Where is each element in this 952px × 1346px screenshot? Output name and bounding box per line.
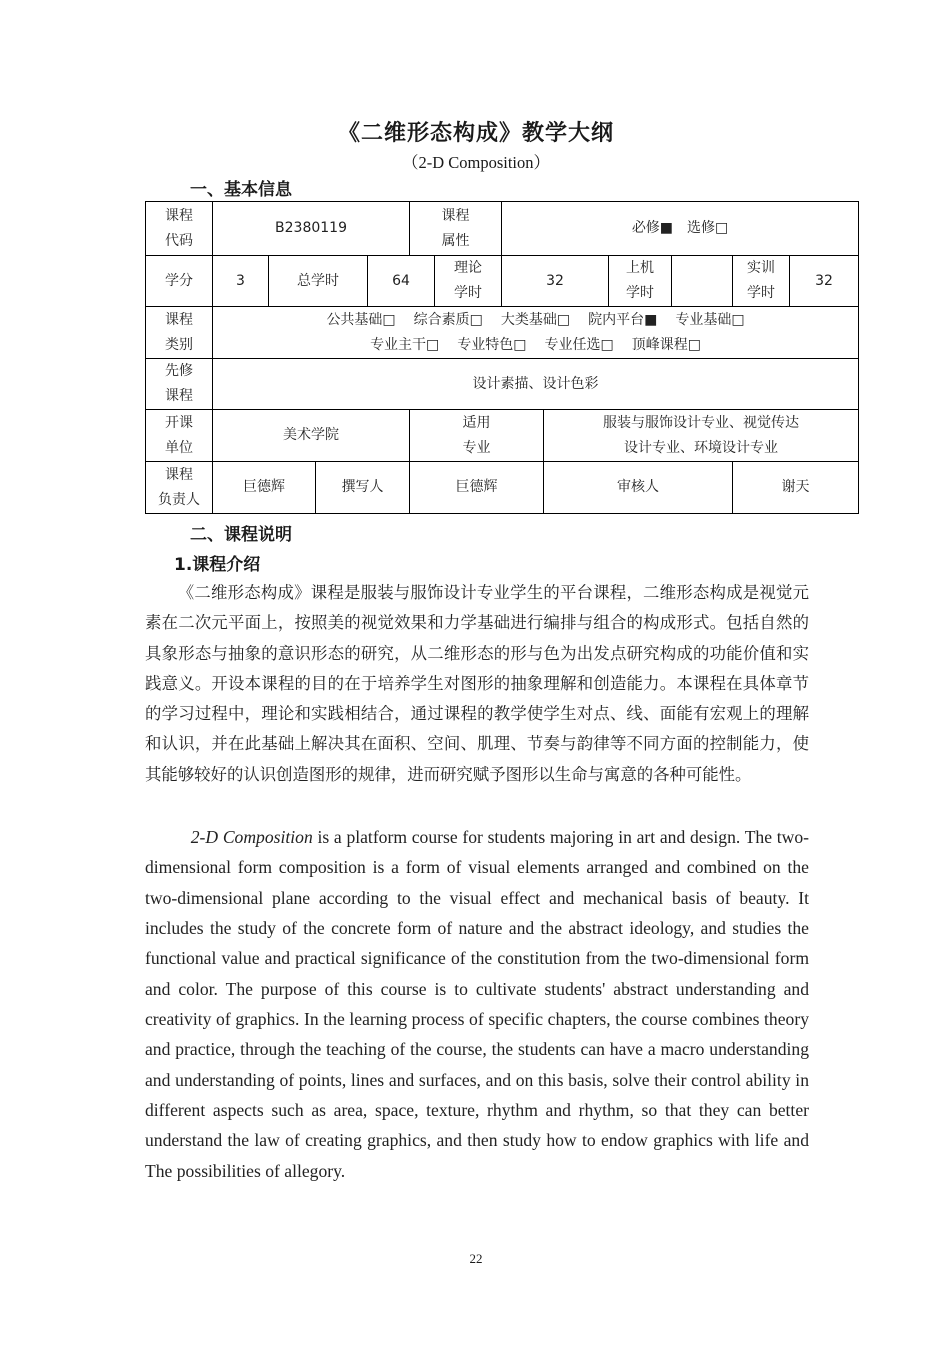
intro-paragraph-zh: 《二维形态构成》课程是服装与服饰设计专业学生的平台课程，二维形态构成是视觉元素在二次元平面上，按照美的视觉效果和力学基础进行编排与组合的构成形式。包括自然的具象形态与抽象的意识形态的研究，从二维形态的形与色为出发点研究构成的功能价值和实践意义。开设本课程的目的在于培养学生对图形的抽象理解和创造能力。本课程在具体章节的学习过程中，理论和实践相结合，通过课程的教学使学生对点、线、面能有宏观上的理解和认识，并在此基础上解决其在面积、空间、肌理、节奏与韵律等不同方面的控制能力，使其能够较好的认识创造图形的规律，进而研究赋予图形以生命与寓意的各种可能性。 [145,583,809,784]
intro-paragraph-en [145,822,809,1186]
section-heading-course-description: 二、课程说明 [190,525,292,545]
document-subtitle: （2-D Composition） [401,153,551,172]
course-attr-label: 课程 属性 [410,202,502,256]
category-option-b-0: 专业主干□ [370,336,440,353]
category-option-a-3: 院内平台■ [588,311,658,328]
page-number: 22 [469,1251,483,1266]
computer-hours-label: 上机 学时 [609,256,672,307]
theory-hours-value: 32 [502,256,609,307]
category-line-2 [215,333,856,358]
theory-hours-label: 理论 学时 [435,256,502,307]
intro-paragraph-en-text: is a platform course for students majoring in art and design. The two-dimensional form composition is a form of visual elements arranged and combined on the two-dimensional plane according to the visual effect and mechanical basis of beauty. It includes the study of the concrete form of nature and the abstract ideology, and studies the functional value and practical significance of the constitution from the two-dimensional form and color. The purpose of this course is to cultivate students' abstract understanding and creativity of graphics. In the learning process of specific chapters, the course combines theory and practice, through the teaching of the course, the students can have a macro understanding and understanding of points, lines and surfaces, and on this basis, solve their control ability in different aspects such as area, space, texture, rhythm and rhythm, so that they can better understand the law of creating graphics, and then study how to endow graphics with life and The possibilities of allegory. [145,827,810,1181]
table-row [146,462,859,514]
course-attr-value: 必修■ 选修□ [502,202,859,256]
table-row [146,256,859,307]
practice-hours-label: 实训 学时 [733,256,790,307]
computer-hours-value [672,256,733,307]
category-option-b-3: 顶峰课程□ [631,336,701,353]
table-row [146,359,859,410]
total-hours-label: 总学时 [269,256,368,307]
category-line-1 [215,308,856,333]
course-lead-value: 巨德辉 [213,462,316,514]
practice-hours-value: 32 [790,256,859,307]
course-code-label: 课程 代码 [146,202,213,256]
course-code-value: B2380119 [213,202,410,256]
writer-value: 巨德辉 [410,462,544,514]
table-row [146,410,859,462]
total-hours-value: 64 [368,256,435,307]
department-value: 美术学院 [213,410,410,462]
category-label: 课程 类别 [146,307,213,359]
basic-info-table [145,201,859,514]
major-label: 适用 专业 [410,410,544,462]
category-option-b-1: 专业特色□ [457,336,527,353]
category-option-a-4: 专业基础□ [675,311,745,328]
category-option-a-1: 综合素质□ [413,311,483,328]
major-value: 服装与服饰设计专业、视觉传达 设计专业、环境设计专业 [544,410,859,462]
writer-label: 撰写人 [316,462,410,514]
document-title: 《二维形态构成》教学大纲 [337,121,614,146]
table-row [146,202,859,256]
section-heading-basic-info: 一、基本信息 [190,180,292,200]
course-lead-label: 课程 负责人 [146,462,213,514]
category-options [213,307,859,359]
reviewer-label: 审核人 [544,462,733,514]
credit-value: 3 [213,256,269,307]
reviewer-value: 谢天 [733,462,859,514]
table-row [146,307,859,359]
department-label: 开课 单位 [146,410,213,462]
category-option-a-2: 大类基础□ [500,311,571,328]
course-name-italic: 2-D Composition [190,827,313,847]
category-option-a-0: 公共基础□ [326,311,396,328]
subsection-heading-course-intro: 1.课程介绍 [174,555,261,575]
credit-label: 学分 [146,256,213,307]
prerequisite-label: 先修 课程 [146,359,213,410]
category-option-b-2: 专业任选□ [544,336,614,353]
prerequisite-value: 设计素描、设计色彩 [213,359,859,410]
